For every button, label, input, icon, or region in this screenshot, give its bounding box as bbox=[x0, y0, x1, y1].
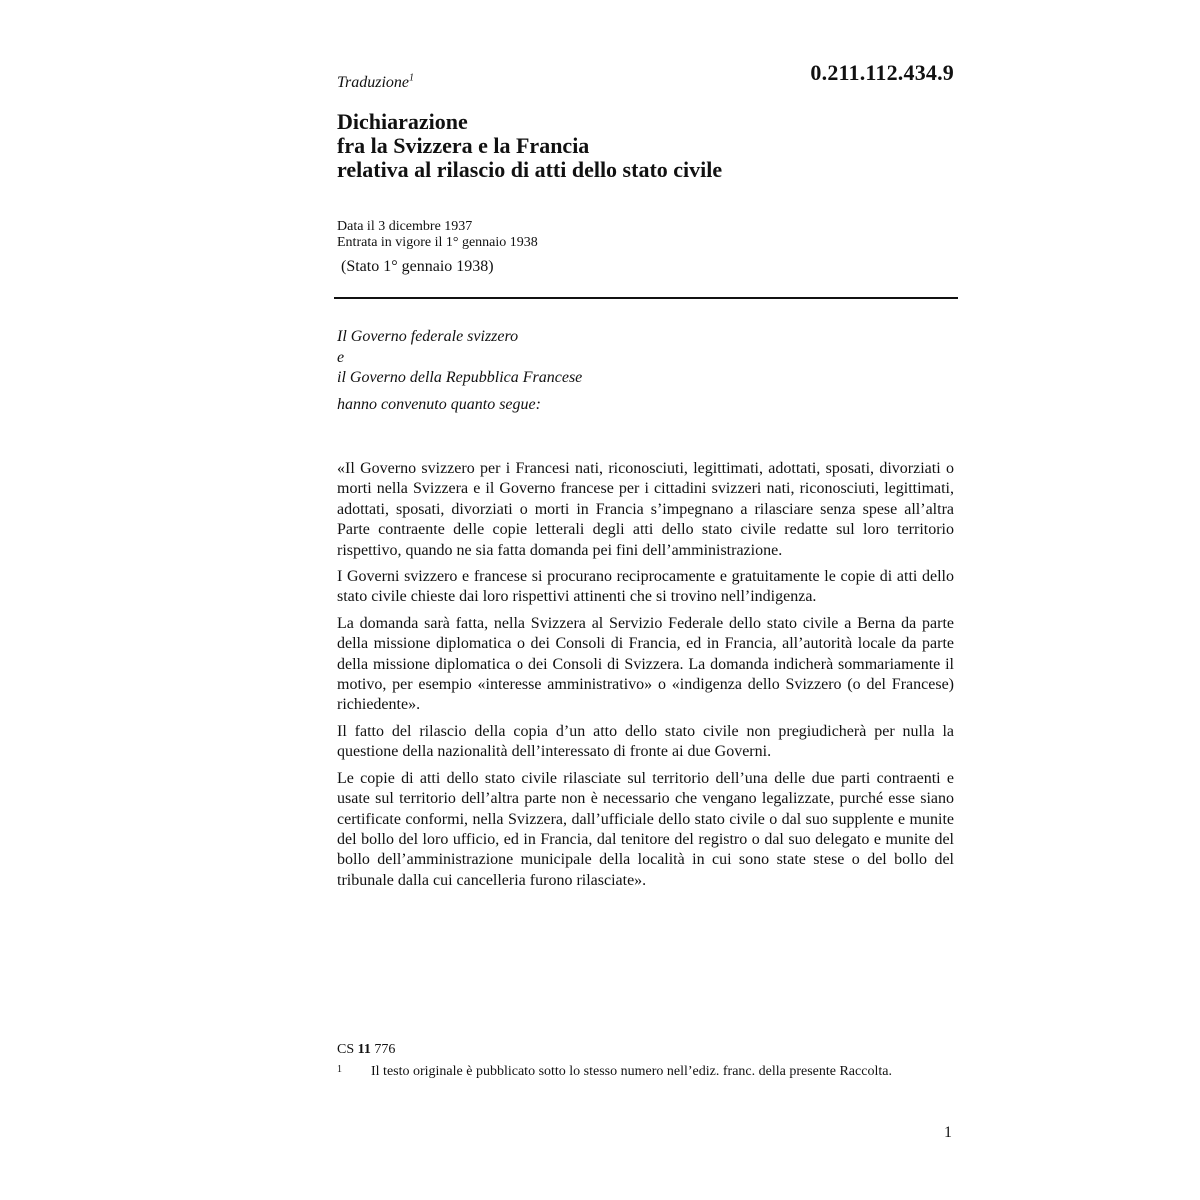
cs-volume: 11 bbox=[357, 1042, 371, 1057]
title-line-2: fra la Svizzera e la Francia bbox=[337, 133, 590, 158]
body-paragraph-5: Le copie di atti dello stato civile rilasciate sul territorio dell’una delle due parti contraenti e usate sul territorio dell’altra parte non è necessario che vengano legalizzate, purché esse siano certificate conformi, nella Svizzera, dall’ufficiale dello stato civile o dal suo supplente e munite del bollo del loro ufficio, ed in Francia, dal tenitore del registro o dal suo delegato e munite del bollo dell’amministrazione municipale della località in cui sono state stese o del bollo del tribunale dalla cui cancelleria furono rilasciate». bbox=[337, 769, 954, 889]
title-line-3: relativa al rilascio di atti dello stato civile bbox=[337, 157, 723, 182]
body-paragraph-2: I Governi svizzero e francese si procurano reciprocamente e gratuitamente le copie di atti dello stato civile chieste dai loro rispettivi attinenti che si trovino nell’indigenza. bbox=[337, 568, 954, 606]
date-line: Data il 3 dicembre 1937 bbox=[337, 219, 473, 234]
cs-page: 776 bbox=[374, 1042, 396, 1057]
footnote-number: 1 bbox=[337, 1064, 342, 1075]
cs-reference bbox=[337, 1042, 395, 1058]
translation-label-text: Traduzione bbox=[337, 74, 410, 91]
cs-prefix: CS bbox=[337, 1042, 355, 1057]
preamble-line-3: il Governo della Repubblica Francese bbox=[337, 369, 583, 386]
page-number: 1 bbox=[944, 1124, 952, 1141]
document-meta bbox=[337, 219, 538, 251]
body-paragraph-1: «Il Governo svizzero per i Francesi nati, riconosciuti, legittimati, adottati, sposati, divorziati o morti nella Svizzera e il Governo francese per i cittadini svizzeri nati, riconosciuti, legittimati, adottati, sposati, divorziati o morti in Francia s’impegnano a rilasciare senza spese all’altra Parte contraente delle copie letterali degli atti dello stato civile redatte sul loro territorio rispettivo, quando ne sia fatta domanda pei fini dell’amministrazione. bbox=[337, 460, 954, 559]
translation-footnote-mark[interactable]: 1 bbox=[409, 72, 415, 84]
body-text bbox=[337, 459, 954, 897]
body-paragraph-4: Il fatto del rilascio della copia d’un atto dello stato civile non pregiudicherà per nulla la questione della nazionalità dell’interessato di fronte ai due Governi. bbox=[337, 722, 954, 761]
translation-label bbox=[337, 74, 414, 92]
preamble-line-1: Il Governo federale svizzero bbox=[337, 328, 519, 345]
title-line-1: Dichiarazione bbox=[337, 109, 468, 134]
preamble-line-4: hanno convenuto quanto segue: bbox=[337, 395, 541, 413]
document-title bbox=[337, 110, 957, 182]
footnote-text: Il testo originale è pubblicato sotto lo stesso numero nell’ediz. franc. della presente Raccolta. bbox=[371, 1064, 892, 1079]
body-paragraph-3: La domanda sarà fatta, nella Svizzera al Servizio Federale dello stato civile a Berna da parte della missione diplomatica o dei Consoli di Francia, ed in Francia, all’autorità locale da parte della missione diplomatica o dei Consoli di Svizzera. La domanda indicherà sommariamente il motivo, per esempio «interesse amministrativo» o «indigenza dello Svizzero (o del Francese) richiedente». bbox=[337, 614, 954, 714]
preamble bbox=[337, 327, 582, 415]
in-force-line: Entrata in vigore il 1° gennaio 1938 bbox=[337, 235, 538, 250]
header-divider bbox=[334, 297, 958, 299]
preamble-line-2: e bbox=[337, 348, 345, 366]
footnote bbox=[337, 1063, 937, 1080]
status-line: (Stato 1° gennaio 1938) bbox=[341, 258, 494, 275]
sr-number: 0.211.112.434.9 bbox=[810, 60, 954, 85]
